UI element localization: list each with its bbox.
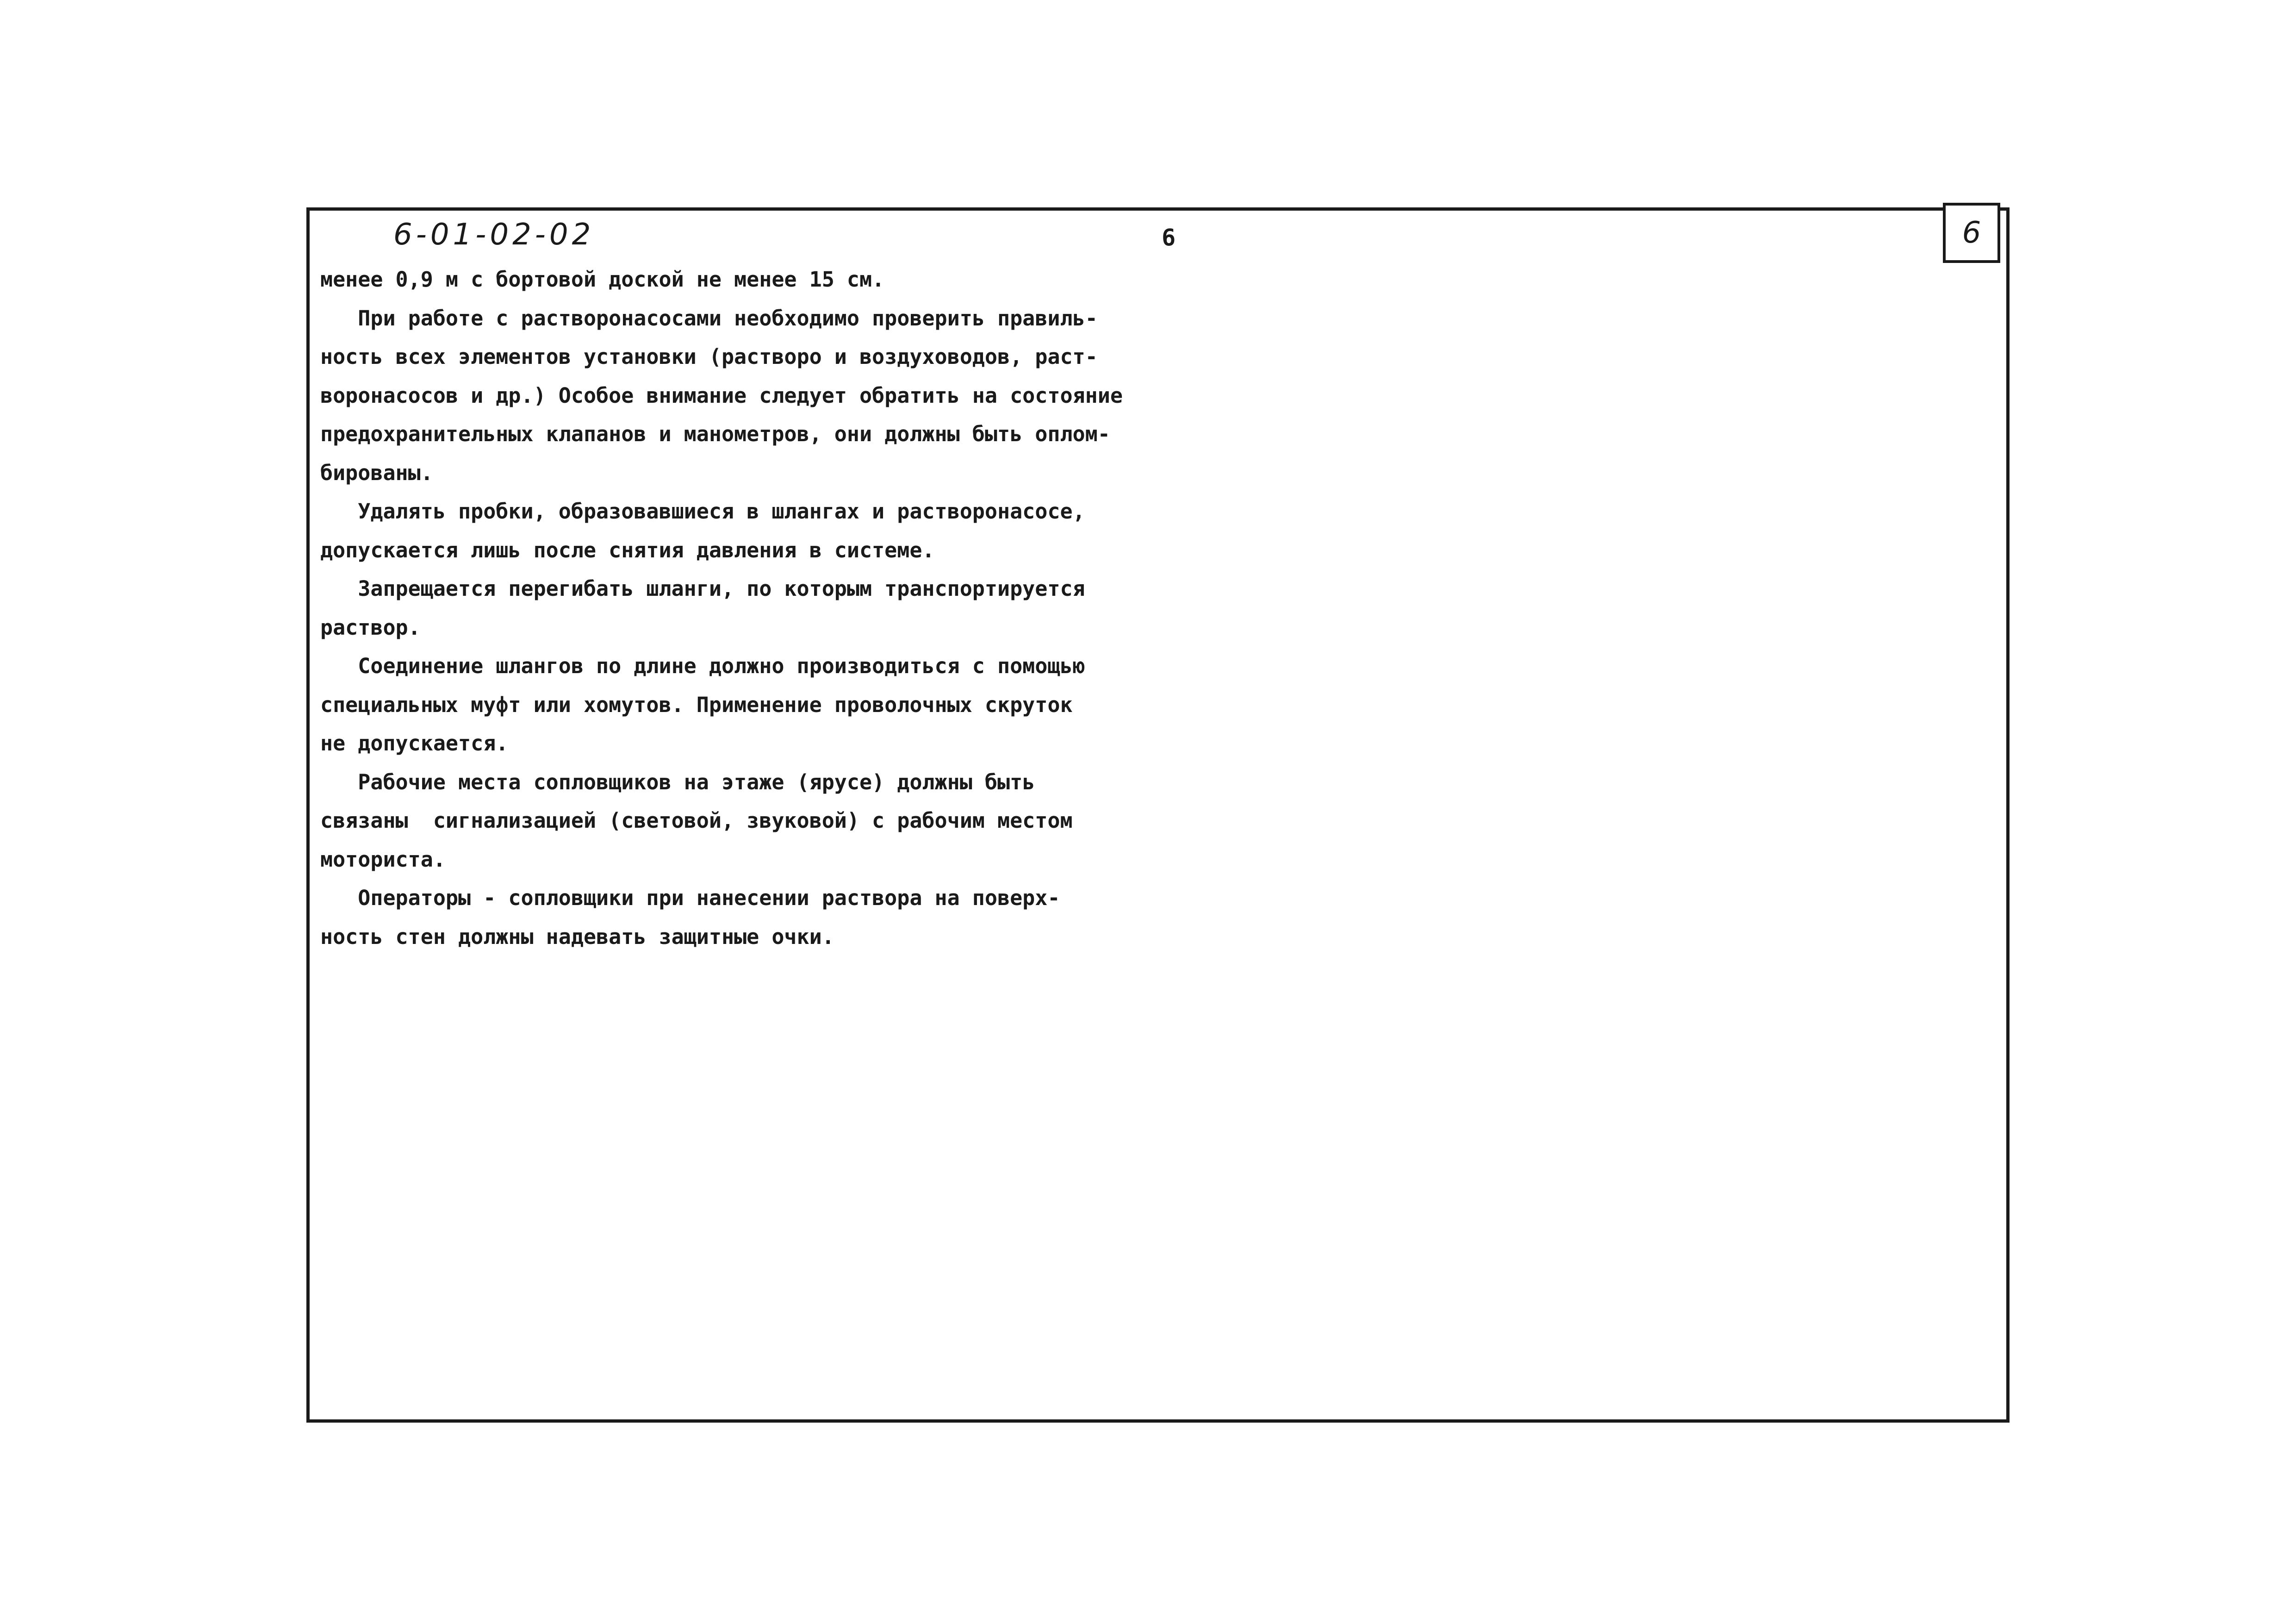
text-line: Соединение шлангов по длине должно производиться с помощью bbox=[320, 654, 1085, 678]
text-line: При работе с растворонасосами необходимо проверить правиль- bbox=[320, 306, 1098, 331]
sheet-number-box bbox=[1943, 203, 2000, 263]
text-line: Удалять пробки, образовавшиеся в шлангах и растворонасосе, bbox=[320, 499, 1085, 524]
text-line: ность всех элементов установки (растворо и воздуховодов, раст- bbox=[320, 344, 1098, 369]
text-line: Операторы - сопловщики при нанесении раствора на поверх- bbox=[320, 886, 1060, 910]
text-line: ность стен должны надевать защитные очки. bbox=[320, 924, 834, 949]
page-number: 6 bbox=[1162, 224, 1176, 251]
text-line: раствор. bbox=[320, 615, 421, 640]
sheet-number: 6 bbox=[1962, 216, 1981, 250]
document-code: 6-01-02-02 bbox=[393, 218, 595, 252]
text-line: предохранительных клапанов и манометров, они должны быть оплом- bbox=[320, 422, 1110, 446]
text-line: допускается лишь после снятия давления в системе. bbox=[320, 537, 935, 562]
text-line: не допускается. bbox=[320, 731, 509, 756]
text-line: моториста. bbox=[320, 847, 446, 872]
text-line: связаны сигнализацией (световой, звуковой) с рабочим местом bbox=[320, 808, 1073, 833]
text-line: Запрещается перегибать шланги, по которым транспортируется bbox=[320, 576, 1085, 601]
text-line: воронасосов и др.) Особое внимание следует обратить на состояние bbox=[320, 383, 1123, 408]
text-line: бированы. bbox=[320, 460, 433, 485]
document-body bbox=[320, 260, 1123, 956]
text-line: менее 0,9 м с бортовой доской не менее 15 см. bbox=[320, 267, 885, 292]
text-line: Рабочие места сопловщиков на этаже (ярусе) должны быть bbox=[320, 769, 1035, 794]
text-line: специальных муфт или хомутов. Применение проволочных скруток bbox=[320, 692, 1073, 717]
